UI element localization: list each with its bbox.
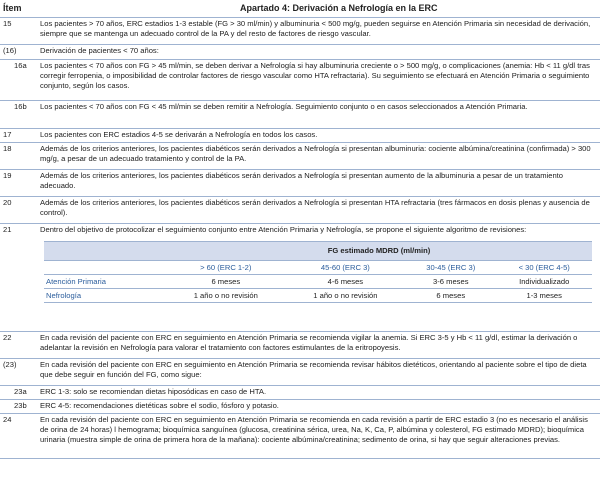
table-row <box>0 59 600 100</box>
column-header: > 60 (ERC 1-2) <box>166 261 286 275</box>
table-row <box>0 196 600 223</box>
table-cell: 1 año o no revisión <box>286 289 406 303</box>
table-row <box>0 385 600 399</box>
table-header-row <box>44 261 592 275</box>
item-text: En cada revisión del paciente con ERC en seguimiento en Atención Primaria se recomienda en cada revisión a partir de ERC estadio 3 (no es necesario el análisis de orina de 24 horas) l hemograma; bioquímica sanguínea (glucosa, creatinina sérica, urea, Na, K, Ca, P, albúmina y colesterol, FG estimado MDRD); bioquímica urinaria (muestra simple de orina de primera hora de la mañana): cociente albúmina/creatinina; sedimento de orina, si hay que seguir alteraciones previas. <box>40 415 588 444</box>
row-label: Nefrología <box>44 289 166 303</box>
item-number: 16a <box>14 61 27 70</box>
table-cell: 6 meses <box>405 289 496 303</box>
table-row <box>44 275 592 289</box>
item-text <box>40 224 596 306</box>
table-row <box>44 289 592 303</box>
table-row <box>0 44 600 59</box>
table-caption: FG estimado MDRD (ml/min) <box>166 242 592 261</box>
column-header: 45-60 (ERC 3) <box>286 261 406 275</box>
item-number: 24 <box>3 415 12 424</box>
item-number: (23) <box>3 360 17 369</box>
table-cell: 6 meses <box>166 275 286 289</box>
item-number: 15 <box>3 19 12 28</box>
table-header <box>0 0 600 17</box>
section-title: Apartado 4: Derivación a Nefrología en la ERC <box>240 3 438 13</box>
revision-schedule-table <box>44 241 592 303</box>
table-row <box>0 399 600 413</box>
item-number: 21 <box>3 225 12 234</box>
item-text-intro: Dentro del objetivo de protocolizar el seguimiento conjunto entre Atención Primaria y Nefrología, se propone el siguiente algoritmo de revisiones: <box>40 225 527 234</box>
table-cell: 3-6 meses <box>405 275 496 289</box>
table-cell: 4-6 meses <box>286 275 406 289</box>
item-number: 20 <box>3 198 12 207</box>
table-row <box>0 100 600 128</box>
recommendations-list <box>0 17 600 459</box>
item-text: Además de los criterios anteriores, los pacientes diabéticos serán derivados a Nefrología si presentan albuminuria: cociente albúmina/creatinina (confirmada) > 300 mg/g, a pesar de un adecuado tratamiento y control de la PA. <box>40 144 591 163</box>
item-number: 18 <box>3 144 12 153</box>
item-number: 23b <box>14 401 27 410</box>
item-number: 17 <box>3 130 12 139</box>
column-header: 30-45 (ERC 3) <box>405 261 496 275</box>
table-row <box>0 17 600 44</box>
item-text: Además de los criterios anteriores, los pacientes diabéticos serán derivados a Nefrología si presentan HTA refractaria (tres fármacos en dosis plenas y ausencia de control). <box>40 198 590 217</box>
table-cell: 1 año o no revisión <box>166 289 286 303</box>
table-row <box>0 142 600 169</box>
item-text: En cada revisión del paciente con ERC en seguimiento en Atención Primaria se recomienda revisar hábitos dietéticos, orientando al paciente sobre el tipo de dieta que debe seguir en función del FG, como sigue: <box>40 360 587 379</box>
item-number: (16) <box>3 46 17 55</box>
table-row <box>0 358 600 385</box>
table-row <box>0 223 600 331</box>
item-text: Los pacientes con ERC estadios 4-5 se derivarán a Nefrología en todos los casos. <box>40 130 318 139</box>
item-column-header: Ítem <box>3 3 22 13</box>
table-row <box>0 169 600 196</box>
table-caption-row <box>44 242 592 261</box>
table-cell: 1-3 meses <box>496 289 592 303</box>
item-text: Los pacientes < 70 años con FG < 45 ml/min se deben remitir a Nefrología. Seguimiento conjunto o en casos seleccionados a Atención Primaria. <box>40 102 528 111</box>
table-cell: Individualizado <box>496 275 592 289</box>
item-text: Los pacientes < 70 años con FG > 45 ml/min, se deben derivar a Nefrología si hay albuminuria creciente o > 500 mg/g, o complicaciones (anemia: Hb < 11 g/dl tras corregir ferropenia, o imposibilidad de controlar factores de riesgo vascular como HTA refractaria). Su seguimiento se efectuará en Atención Primaria o seguimiento conjunto, según los casos. <box>40 61 590 90</box>
item-text: Los pacientes > 70 años, ERC estadios 1-3 estable (FG > 30 ml/min) y albuminuria < 500 mg/g, pueden seguirse en Atención Primaria sin necesidad de derivación, siempre que se mantenga un adecuado control de la PA y del resto de factores de riesgo vascular. <box>40 19 591 38</box>
table-row <box>0 331 600 358</box>
column-header: < 30 (ERC 4-5) <box>496 261 592 275</box>
item-number: 16b <box>14 102 27 111</box>
table-row <box>0 128 600 142</box>
table-row <box>0 413 600 459</box>
item-number: 22 <box>3 333 12 342</box>
item-text: Además de los criterios anteriores, los pacientes diabéticos serán derivados a Nefrología si presentan aumento de la albuminuria a pesar de un tratamiento adecuado. <box>40 171 563 190</box>
item-number: 19 <box>3 171 12 180</box>
item-text: En cada revisión del paciente con ERC en seguimiento en Atención Primaria se recomienda vigilar la anemia. Si ERC 3-5 y Hb < 11 g/dl, estimar la derivación o adelantar la revisión en Nefrología para valorar el tratamiento con factores estimulantes de la eritropoyesis. <box>40 333 578 352</box>
row-label: Atención Primaria <box>44 275 166 289</box>
item-text: ERC 1-3: solo se recomiendan dietas hiposódicas en caso de HTA. <box>40 387 267 396</box>
item-text: Derivación de pacientes < 70 años: <box>40 46 159 55</box>
item-number: 23a <box>14 387 27 396</box>
item-text: ERC 4-5: recomendaciones dietéticas sobre el sodio, fósforo y potasio. <box>40 401 279 410</box>
